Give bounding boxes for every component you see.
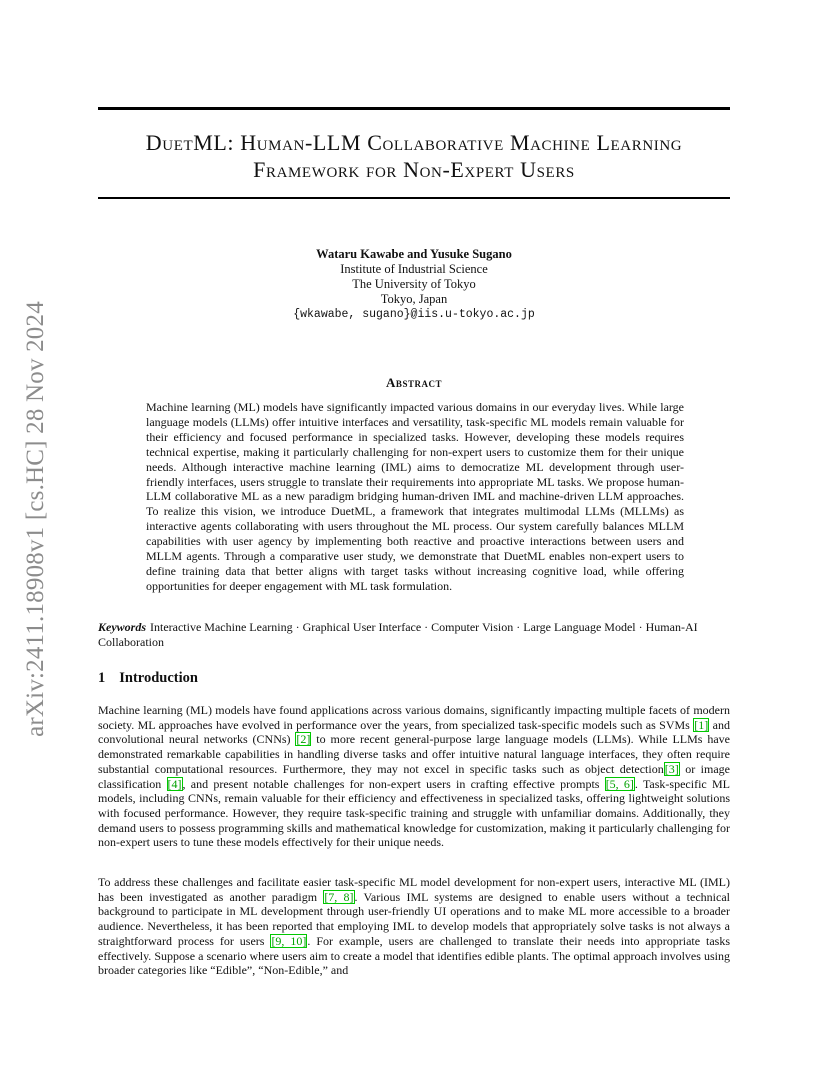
- keywords-list: Interactive Machine Learning · Graphical User Interface · Computer Vision · Large Language Model · Human-AI Collaboration: [98, 620, 698, 649]
- abstract-text: Machine learning (ML) models have significantly impacted various domains in our everyday lives. While large language models (LLMs) offer intuitive interfaces and versatility, task-specific ML models remain valuable for their efficiency and focused performance in specialized tasks. However, developing these models requires technical expertise, making it particularly challenging for non-expert users to customize them for their unique needs. Although interactive machine learning (IML) aims to democratize ML development through user-friendly interfaces, users struggle to translate their requirements into appropriate ML tasks. We propose human-LLM collaborative ML as a new paradigm bridging human-driven IML and machine-driven LLM approaches. To realize this vision, we introduce DuetML, a framework that integrates multimodal LLMs (MLLMs) as interactive agents collaborating with users throughout the ML process. Our system carefully balances MLLM capabilities with user agency by implementing both reactive and proactive interactions between users and MLLM agents. Through a comparative user study, we demonstrate that DuetML enables non-expert users to define training data that better aligns with target tasks without increasing cognitive load, while offering opportunities for deeper engagement with ML task formulation.: [146, 400, 684, 593]
- intro-paragraph-2: [98, 875, 730, 978]
- citation-link[interactable]: [3]: [664, 761, 679, 776]
- affiliation-location: Tokyo, Japan: [380, 292, 448, 306]
- title-top-rule: [98, 107, 730, 110]
- abstract-heading: Abstract: [386, 375, 442, 390]
- citation-link[interactable]: [9, 10]: [271, 933, 307, 948]
- keywords: [98, 620, 730, 650]
- section-number: 1: [98, 670, 106, 686]
- affiliation-university: The University of Tokyo: [352, 277, 476, 291]
- paper-title: [98, 129, 730, 183]
- citation-link[interactable]: [5, 6]: [605, 776, 634, 791]
- arxiv-side-stamp: [22, 282, 50, 756]
- author-email: {wkawabe, sugano}@iis.u-tokyo.ac.jp: [293, 308, 535, 321]
- citation-link[interactable]: [4]: [167, 776, 182, 791]
- citation-link[interactable]: [2]: [296, 732, 311, 747]
- text-run: or image classification: [98, 761, 730, 791]
- author-block: [98, 247, 730, 322]
- text-run: . Task-specific ML models, including CNNs, remain valuable for their efficiency and effectiveness in specialized tasks, offering lightweight solutions with focused performance. However, they require task-specific training and struggle with unfamiliar domains. Additionally, they demand users to possess programming skills and mathematical knowledge for customization, making it particularly challenging for non-expert users to tune these models effectively for their unique needs.: [98, 776, 730, 850]
- intro-paragraph-1: [98, 703, 730, 850]
- text-run: To address these challenges and facilitate easier task-specific ML model development for non-expert users, interactive ML (IML) has been investigated as another paradigm: [98, 875, 730, 904]
- text-run: Machine learning (ML) models have found applications across various domains, significantly impacting multiple facets of modern society. ML approaches have evolved in performance over the years, from specialized task-specific models such as SVMs: [98, 703, 730, 732]
- title-line-1: DuetML: Human-LLM Collaborative Machine Learning: [145, 130, 683, 155]
- citation-link[interactable]: [1]: [694, 717, 709, 732]
- keywords-label: Keywords: [98, 620, 146, 634]
- section-heading-introduction: [98, 670, 198, 687]
- text-run: , and present notable challenges for non-expert users in crafting effective prompts: [182, 776, 605, 791]
- arxiv-identifier: arXiv:2411.18908v1 [cs.HC] 28 Nov 2024: [22, 301, 49, 737]
- affiliation-institute: Institute of Industrial Science: [340, 262, 488, 276]
- text-run: . Various IML systems are designed to enable users without a technical background to participate in ML development through user-friendly UI operations and to make ML more accessible to a broader audience. Nevertheless, it has been reported that employing IML to develop models that appropriately solve tasks is not always a straightforward process for users: [98, 889, 730, 948]
- text-run: . For example, users are challenged to translate their needs into appropriate tasks effectively. Suppose a scenario where users aim to create a model that identifies edible plants. The optimal approach involves using broader categories like “Edible”, “Non-Edible,” and: [98, 933, 731, 978]
- section-title: Introduction: [119, 670, 198, 686]
- citation-link[interactable]: [7, 8]: [324, 889, 354, 904]
- title-line-2: Framework for Non-Expert Users: [253, 157, 575, 182]
- author-names: Wataru Kawabe and Yusuke Sugano: [316, 247, 512, 261]
- text-run: to more recent general-purpose large language models (LLMs). While LLMs have demonstrated remarkable capabilities in handling diverse tasks and offer intuitive natural language interfaces, they often require substantial computational resources. Furthermore, they may not excel in specific tasks such as object detection: [98, 732, 730, 776]
- text-run: and convolutional neural networks (CNNs): [98, 717, 730, 747]
- title-bottom-rule: [98, 197, 730, 199]
